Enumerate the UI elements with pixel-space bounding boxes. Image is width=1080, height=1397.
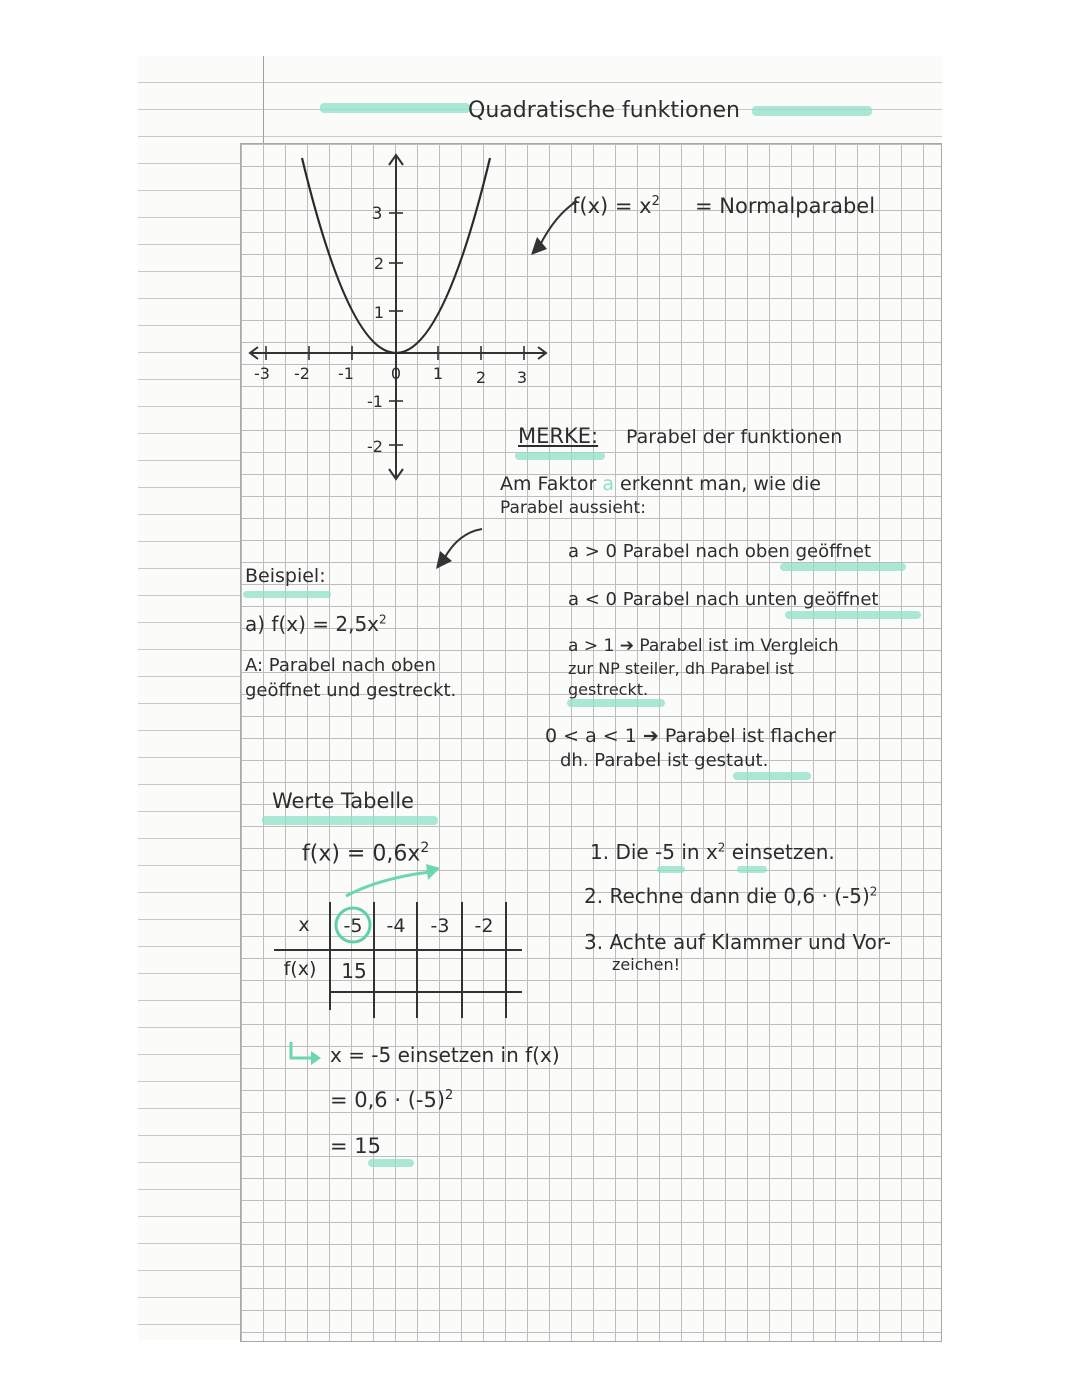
- parabola-graph: [240, 143, 560, 493]
- merke-rule-4-line-2: dh. Parabel ist gestaut.: [560, 750, 769, 771]
- calc-line-2: [330, 1088, 453, 1112]
- werte-func-text: f(x) = 0,6x: [302, 841, 421, 867]
- calc-line-2-exponent: 2: [445, 1088, 454, 1103]
- step-1-exponent: 2: [717, 840, 726, 855]
- merke-rule-3-line-2: zur NP steiler, dh Parabel ist: [568, 659, 794, 678]
- page-title: Quadratische funktionen: [468, 98, 740, 123]
- step-2: [584, 884, 877, 908]
- y-tick-label: 3: [371, 204, 383, 224]
- step-1-text: 1. Die -5 in x: [590, 840, 718, 864]
- merke-intro-end: erkennt man, wie die: [620, 473, 821, 495]
- normalparabel-function: [572, 194, 660, 218]
- merke-highlight: [515, 452, 605, 460]
- result-highlight: [368, 1159, 414, 1167]
- table-cell-x: -4: [386, 915, 406, 937]
- merke-rule-3-line-1: a > 1 ➔ Parabel ist im Vergleich: [568, 636, 839, 656]
- step-3-line-1: 3. Achte auf Klammer und Vor-: [584, 930, 891, 954]
- step-2-exponent: 2: [869, 884, 878, 899]
- table-row-label-fx: f(x): [283, 958, 317, 980]
- calc-line-3: = 15: [330, 1134, 381, 1158]
- merke-intro-line-2: Parabel aussieht:: [500, 498, 646, 518]
- margin-line: [263, 56, 264, 146]
- title-highlight-left: [320, 103, 470, 113]
- step-2-text: 2. Rechne dann die 0,6 · (-5): [584, 884, 870, 908]
- table-row-label-x: x: [298, 914, 310, 936]
- table-cell-x: -2: [474, 915, 494, 937]
- normalparabel-func-text: f(x) = x: [572, 194, 652, 218]
- step-1-highlight-a: [657, 866, 685, 873]
- value-table: [270, 900, 530, 1025]
- x-tick-label: 3: [516, 368, 528, 387]
- werte-tabelle-highlight: [262, 816, 438, 825]
- step-1-end: einsetzen.: [731, 840, 835, 864]
- merke-intro: [500, 473, 821, 495]
- merke-heading: MERKE:: [518, 424, 599, 448]
- calc-line-2-text: = 0,6 · (-5): [330, 1088, 446, 1112]
- x-tick-label: -3: [254, 364, 270, 383]
- beispiel-heading: Beispiel:: [245, 565, 326, 587]
- step-1: [590, 840, 835, 864]
- beispiel-answer-line-1: A: Parabel nach oben: [245, 655, 436, 676]
- arrow-to-beispiel-icon: [430, 525, 490, 575]
- table-cell-x: -3: [430, 915, 450, 937]
- x-tick-label: 0: [390, 364, 402, 383]
- step-3-line-2: zeichen!: [612, 955, 681, 974]
- x-tick-label: 1: [432, 364, 444, 383]
- x-tick-label: 2: [475, 368, 487, 387]
- normalparabel-exponent: 2: [651, 194, 660, 209]
- merke-heading-rest: Parabel der funktionen: [626, 426, 843, 448]
- x-tick-label: -2: [294, 364, 310, 383]
- rule-4-highlight: [733, 772, 811, 780]
- werte-exponent: 2: [420, 840, 430, 856]
- merke-rule-4-line-1: 0 < a < 1 ➔ Parabel ist flacher: [545, 725, 836, 747]
- rule-3-highlight: [567, 699, 665, 707]
- merke-intro-start: Am Faktor: [500, 473, 597, 495]
- step-1-highlight-b: [737, 866, 767, 873]
- merke-rule-2: a < 0 Parabel nach unten geöffnet: [568, 589, 879, 610]
- y-tick-label: -1: [367, 392, 383, 411]
- corner-arrow-icon: [285, 1040, 325, 1070]
- beispiel-function: [245, 612, 387, 636]
- werte-tabelle-heading: Werte Tabelle: [272, 789, 414, 813]
- table-cell-fx: 15: [341, 959, 367, 983]
- merke-rule-1: a > 0 Parabel nach oben geöffnet: [568, 541, 872, 562]
- y-tick-label: -2: [367, 437, 383, 456]
- title-highlight-right: [752, 106, 872, 116]
- merke-rule-3-line-3: gestreckt.: [568, 680, 649, 699]
- rule-2-highlight: [785, 611, 921, 619]
- normalparabel-label: = Normalparabel: [695, 194, 876, 218]
- table-cell-x: -5: [343, 915, 363, 937]
- y-tick-label: 2: [373, 254, 385, 273]
- curved-arrow-icon: [340, 862, 450, 902]
- beispiel-func-text: a) f(x) = 2,5x: [245, 612, 380, 636]
- beispiel-answer-line-2: geöffnet und gestreckt.: [245, 680, 457, 701]
- beispiel-highlight: [243, 591, 331, 598]
- x-tick-label: -1: [338, 364, 354, 383]
- beispiel-exponent: 2: [379, 612, 387, 627]
- calc-line-1: x = -5 einsetzen in f(x): [330, 1043, 560, 1067]
- y-tick-label: 1: [373, 303, 385, 322]
- merke-intro-factor-a: a: [602, 473, 614, 495]
- rule-1-highlight: [780, 563, 906, 571]
